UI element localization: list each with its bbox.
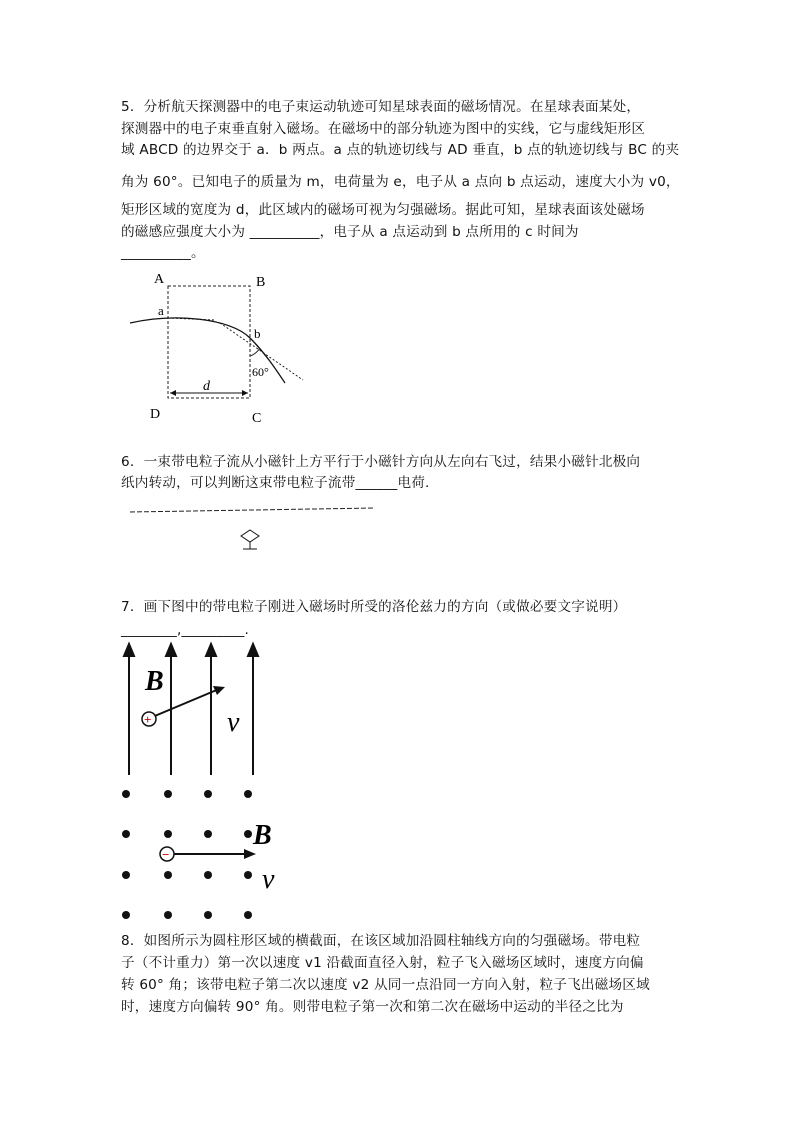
- q5-figure: [120, 268, 320, 428]
- q7-figure-2: [112, 782, 292, 922]
- particle-beam-line: [130, 508, 375, 512]
- q8-line-1: 8．如图所示为圆柱形区域的横截面，在该区域加沿圆柱轴线方向的匀强磁场。带电粒: [121, 933, 641, 949]
- q6-line-2: 纸内转动，可以判断这束带电粒子流带______电荷.: [121, 475, 430, 491]
- q5-line-4: 角为 60°。已知电子的质量为 m，电荷量为 e，电子从 a 点向 b 点运动，速度大小为 v0，: [121, 174, 680, 190]
- label-v1: v: [227, 707, 240, 738]
- label-B1: B: [145, 666, 164, 697]
- q5-line-7: __________。: [121, 245, 205, 261]
- q7-line-2: ________,_________.: [121, 622, 249, 638]
- q5-line-5: 矩形区域的宽度为 d，此区域内的磁场可视为匀强磁场。据此可知，星球表面该处磁场: [121, 202, 645, 218]
- label-D: D: [150, 407, 161, 422]
- q8-line-3: 转 60° 角；该带电粒子第二次以速度 v2 从同一点沿同一方向入射，粒子飞出磁场区域: [121, 977, 650, 993]
- compass-needle-icon: [241, 530, 259, 549]
- label-d: d: [203, 379, 210, 394]
- q6-line-1: 6．一束带电粒子流从小磁针上方平行于小磁针方向从左向右飞过，结果小磁针北极向: [121, 454, 641, 470]
- q5-line-3: 域 ABCD 的边界交于 a．b 两点。a 点的轨迹切线与 AD 垂直，b 点的轨迹切线与 BC 的夹: [121, 142, 680, 158]
- angle-arc: [250, 348, 260, 356]
- q5-line-6: 的磁感应强度大小为 __________，电子从 a 点运动到 b 点所用的 c 时间为: [121, 224, 579, 240]
- q8-line-2: 子（不计重力）第一次以速度 v1 沿截面直径入射，粒子飞入磁场区域时，速度方向偏: [121, 955, 644, 971]
- label-a: a: [158, 303, 164, 318]
- label-v2: v: [262, 864, 275, 895]
- label-B: B: [256, 275, 266, 290]
- q7-line-1: 7．画下图中的带电粒子刚进入磁场时所受的洛伦兹力的方向（或做必要文字说明）: [121, 599, 627, 615]
- label-B2: B: [253, 820, 272, 851]
- charge-sign-minus: −: [162, 847, 170, 862]
- q7-figure-1: [115, 640, 285, 780]
- label-angle: 60°: [252, 365, 269, 379]
- label-b: b: [254, 326, 261, 341]
- q5-line-1: 5．分析航天探测器中的电子束运动轨迹可知星球表面的磁场情况。在星球表面某处，: [121, 99, 641, 115]
- label-C: C: [252, 411, 262, 426]
- charge-sign-plus: +: [144, 712, 152, 727]
- label-A: A: [154, 272, 165, 287]
- q8-line-4: 时，速度方向偏转 90° 角。则带电粒子第一次和第二次在磁场中运动的半径之比为: [121, 999, 624, 1015]
- q6-figure: [125, 502, 385, 552]
- q5-line-2: 探测器中的电子束垂直射入磁场。在磁场中的部分轨迹为图中的实线，它与虚线矩形区: [121, 121, 646, 137]
